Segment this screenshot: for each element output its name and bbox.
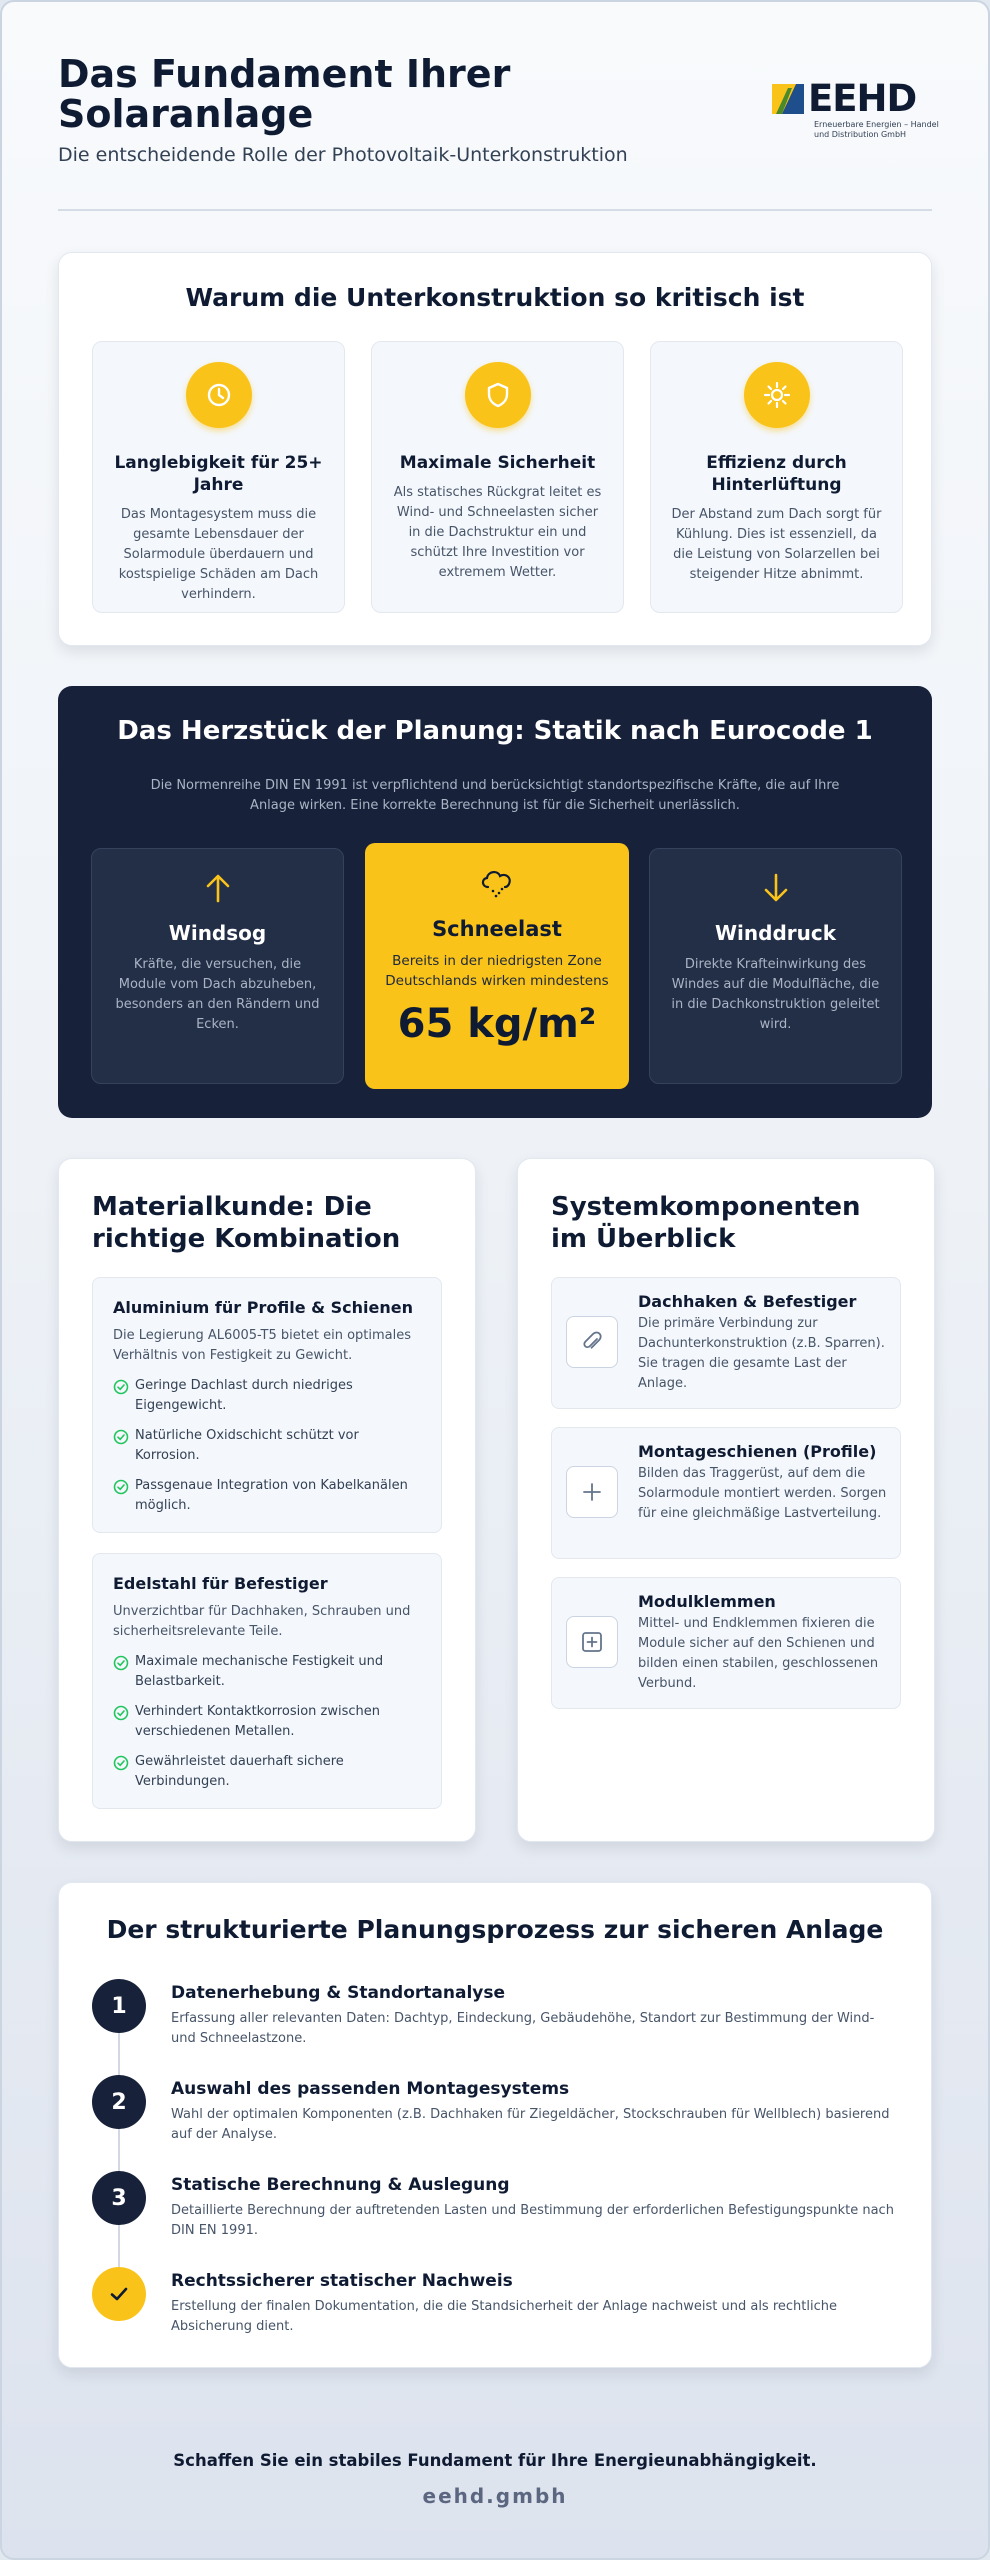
materials-title: Materialkunde: Die richtige Kombination bbox=[92, 1192, 401, 1254]
arrow-down-icon bbox=[756, 871, 796, 905]
statics-section bbox=[58, 686, 932, 1118]
process-title: Der strukturierte Planungsprozess zur sicheren Anlage bbox=[106, 1915, 884, 1944]
step-text: Erstellung der finalen Dokumentation, die die Standsicherheit der Anlage nachweist und als rechtliche Absicherung dient. bbox=[171, 2299, 837, 2334]
feature-card-safety bbox=[371, 341, 624, 613]
why-section bbox=[58, 252, 932, 646]
checkmark-icon bbox=[107, 2282, 131, 2306]
check-item bbox=[113, 1476, 421, 1516]
logo-mark-icon bbox=[772, 84, 804, 114]
components-section bbox=[517, 1158, 935, 1842]
check-circle-icon bbox=[113, 1755, 129, 1771]
process-step-3 bbox=[92, 2171, 898, 2251]
statics-title: Das Herzstück der Planung: Statik nach Eurocode 1 bbox=[117, 716, 873, 746]
check-item bbox=[113, 1426, 421, 1466]
plus-square-icon bbox=[579, 1629, 605, 1655]
page-title: Das Fundament Ihrer Solaranlage bbox=[58, 52, 511, 136]
feature-title: Langlebigkeit für 25+ Jahre bbox=[114, 453, 323, 495]
check-text: Natürliche Oxidschicht schützt vor Korrosion. bbox=[135, 1428, 359, 1463]
company-logo bbox=[772, 77, 939, 146]
shield-icon bbox=[484, 381, 512, 409]
step-text: Erfassung aller relevanten Daten: Dachtyp, Eindeckung, Gebäudehöhe, Standort zur Bestimmung der Wind- und Schneelastzone. bbox=[171, 2011, 875, 2046]
step-title: Statische Berechnung & Auslegung bbox=[171, 2175, 510, 2195]
feature-icon-circle bbox=[744, 362, 810, 428]
step-title: Rechtssicherer statischer Nachweis bbox=[171, 2271, 513, 2291]
material-desc: Die Legierung AL6005-T5 bietet ein optimales Verhältnis von Festigkeit zu Gewicht. bbox=[113, 1328, 411, 1363]
check-item bbox=[113, 1652, 421, 1692]
force-text: Kräfte, die versuchen, die Module vom Dach abzuheben, besonders an den Rändern und Ecken. bbox=[115, 957, 320, 1032]
feature-card-longevity bbox=[92, 341, 345, 613]
material-title: Edelstahl für Befestiger bbox=[113, 1574, 328, 1593]
paperclip-icon bbox=[579, 1329, 605, 1355]
component-icon-box bbox=[566, 1616, 618, 1668]
feature-icon-circle bbox=[186, 362, 252, 428]
plus-icon bbox=[580, 1480, 604, 1504]
check-item bbox=[113, 1752, 421, 1792]
process-step-1 bbox=[92, 1979, 898, 2059]
material-card-edelstahl bbox=[92, 1553, 442, 1809]
snow-cloud-icon bbox=[477, 865, 517, 899]
feature-title: Maximale Sicherheit bbox=[399, 453, 596, 473]
check-circle-icon bbox=[113, 1655, 129, 1671]
force-card-winddruck bbox=[649, 848, 902, 1084]
feature-text: Als statisches Rückgrat leitet es Wind- und Schneelasten sicher in die Dachstruktur ein und schützt Ihre Investition vor extremem Wetter. bbox=[393, 485, 602, 580]
check-circle-icon bbox=[113, 1429, 129, 1445]
components-title: Systemkomponenten im Überblick bbox=[551, 1192, 861, 1254]
check-text: Geringe Dachlast durch niedriges Eigengewicht. bbox=[135, 1378, 353, 1413]
component-text: Mittel- und Endklemmen fixieren die Module sicher auf den Schienen und bilden einen stabilen, geschlossenen Verbund. bbox=[638, 1616, 879, 1691]
step-title: Auswahl des passenden Montagesystems bbox=[171, 2079, 570, 2099]
check-text: Verhindert Kontaktkorrosion zwischen verschiedenen Metallen. bbox=[135, 1704, 380, 1739]
force-card-schneelast bbox=[365, 843, 629, 1089]
step-number: 2 bbox=[92, 2075, 146, 2129]
check-circle-icon bbox=[113, 1379, 129, 1395]
check-item bbox=[113, 1376, 421, 1416]
component-title: Dachhaken & Befestiger bbox=[638, 1292, 857, 1311]
feature-text: Der Abstand zum Dach sorgt für Kühlung. Dies ist essenziell, da die Leistung von Solarzellen bei steigender Hitze abnimmt. bbox=[671, 507, 882, 582]
component-icon-box bbox=[566, 1316, 618, 1368]
component-text: Bilden das Traggerüst, auf dem die Solarmodule montiert werden. Sorgen für eine gleichmäßige Lastverteilung. bbox=[638, 1466, 887, 1521]
component-card-hooks bbox=[551, 1277, 901, 1409]
snow-load-value: 65 kg/m² bbox=[397, 1001, 597, 1047]
header-divider bbox=[58, 209, 932, 211]
header bbox=[58, 52, 939, 174]
statics-intro: Die Normenreihe DIN EN 1991 ist verpflichtend und berücksichtigt standortspezifische Kräfte, die auf Ihre Anlage wirken. Eine korrekte Berechnung ist für die Sicherheit unerlässlich. bbox=[150, 778, 840, 813]
page-subtitle: Die entscheidende Rolle der Photovoltaik-Unterkonstruktion bbox=[58, 144, 628, 166]
material-title: Aluminium für Profile & Schienen bbox=[113, 1298, 413, 1317]
logo-tagline: Erneuerbare Energien – Handel und Distribution GmbH bbox=[814, 120, 939, 139]
force-title: Schneelast bbox=[432, 917, 562, 941]
force-text: Direkte Krafteinwirkung des Windes auf die Modulfläche, die in die Dachkonstruktion geleitet wird. bbox=[671, 957, 880, 1032]
arrow-up-icon bbox=[198, 871, 238, 905]
material-desc: Unverzichtbar für Dachhaken, Schrauben und sicherheitsrelevante Teile. bbox=[113, 1604, 411, 1639]
force-text: Bereits in der niedrigsten Zone Deutschlands wirken mindestens bbox=[385, 953, 609, 989]
force-card-windsog bbox=[91, 848, 344, 1084]
component-title: Montageschienen (Profile) bbox=[638, 1442, 877, 1461]
process-step-final bbox=[92, 2267, 898, 2347]
footer-domain[interactable]: eehd.gmbh bbox=[422, 2484, 568, 2508]
component-text: Die primäre Verbindung zur Dachunterkonstruktion (z.B. Sparren). Sie tragen die gesamte Last der Anlage. bbox=[638, 1316, 885, 1391]
component-icon-box bbox=[566, 1466, 618, 1518]
step-number: 1 bbox=[92, 1979, 146, 2033]
check-circle-icon bbox=[113, 1479, 129, 1495]
step-number: 3 bbox=[92, 2171, 146, 2225]
clock-icon bbox=[205, 381, 233, 409]
feature-title: Effizienz durch Hinterlüftung bbox=[706, 453, 847, 495]
process-section bbox=[58, 1882, 932, 2368]
step-check-circle bbox=[92, 2267, 146, 2321]
check-text: Passgenaue Integration von Kabelkanälen möglich. bbox=[135, 1478, 408, 1513]
step-text: Detaillierte Berechnung der auftretenden Lasten und Bestimmung der erforderlichen Befestigungspunkte nach DIN EN 1991. bbox=[171, 2203, 894, 2238]
check-item bbox=[113, 1702, 421, 1742]
step-text: Wahl der optimalen Komponenten (z.B. Dachhaken für Ziegeldächer, Stockschrauben für Wellblech) basierend auf der Analyse. bbox=[171, 2107, 890, 2142]
material-card-aluminium bbox=[92, 1277, 442, 1533]
why-title: Warum die Unterkonstruktion so kritisch ist bbox=[185, 283, 805, 312]
component-card-clamps bbox=[551, 1577, 901, 1709]
materials-section bbox=[58, 1158, 476, 1842]
step-title: Datenerhebung & Standortanalyse bbox=[171, 1983, 505, 2003]
check-text: Gewährleistet dauerhaft sichere Verbindungen. bbox=[135, 1754, 344, 1789]
feature-text: Das Montagesystem muss die gesamte Lebensdauer der Solarmodule überdauern und kostspielige Schäden am Dach verhindern. bbox=[118, 507, 319, 602]
check-circle-icon bbox=[113, 1705, 129, 1721]
sun-cooling-icon bbox=[762, 380, 792, 410]
component-title: Modulklemmen bbox=[638, 1592, 776, 1611]
check-text: Maximale mechanische Festigkeit und Belastbarkeit. bbox=[135, 1654, 384, 1689]
feature-icon-circle bbox=[465, 362, 531, 428]
footer-tagline: Schaffen Sie ein stabiles Fundament für Ihre Energieunabhängigkeit. bbox=[173, 2451, 817, 2470]
component-card-rails bbox=[551, 1427, 901, 1559]
logo-text: EEHD bbox=[808, 77, 917, 120]
force-title: Winddruck bbox=[714, 921, 837, 945]
feature-card-efficiency bbox=[650, 341, 903, 613]
force-title: Windsog bbox=[168, 921, 267, 945]
process-step-2 bbox=[92, 2075, 898, 2155]
